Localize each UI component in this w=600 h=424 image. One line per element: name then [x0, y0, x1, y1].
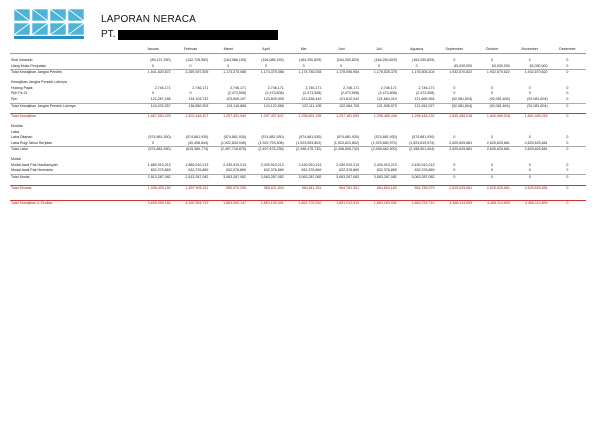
- row-label: Total Ekuitas: [10, 185, 134, 191]
- value-cell: 0: [491, 162, 494, 167]
- month-header: Mei: [285, 46, 323, 54]
- value-cell: 123,849,197: [226, 96, 247, 101]
- value-cell: (92,081,604): [436, 103, 474, 109]
- value-cell: 1,176,506,104: [398, 70, 436, 76]
- value-cell: 564,785,579: [398, 185, 436, 191]
- value-cell: 63,030,000: [454, 63, 473, 68]
- value-cell: (1,923,623,802): [333, 140, 360, 145]
- value-cell: 0: [549, 200, 587, 206]
- month-header: Juli: [360, 46, 398, 54]
- value-cell: 2,746,171: [154, 85, 171, 90]
- row-label: Total Kewajiban Jangka Pendek Lainnya: [10, 103, 134, 109]
- value-cell: 124,116,868: [209, 103, 247, 109]
- value-cell: 0: [473, 175, 511, 181]
- value-cell: 0: [189, 91, 192, 96]
- value-cell: 1,863,269,531: [360, 200, 398, 206]
- value-cell: 2,625,625,681: [473, 185, 511, 191]
- value-cell: 63,030,000: [491, 63, 510, 68]
- value-cell: 1,298,465,348: [360, 114, 398, 120]
- value-cell: 1,174,375,088: [247, 70, 285, 76]
- value-cell: 2,430,910,213: [298, 162, 322, 167]
- value-cell: (574,881,930): [185, 135, 209, 140]
- value-cell: (1,923,680,970): [371, 140, 397, 145]
- value-cell: 0: [549, 185, 587, 191]
- value-cell: (574,881,930): [412, 135, 435, 140]
- value-cell: 632,376,869: [376, 168, 397, 173]
- value-cell: 2,625,625,681: [436, 185, 474, 191]
- value-cell: 0: [549, 103, 587, 109]
- value-cell: 1,297,491,940: [209, 114, 247, 120]
- value-cell: (2,497,716,875): [209, 147, 247, 153]
- value-cell: 2,513,287,082: [172, 175, 210, 181]
- label-header-cell: [10, 46, 134, 54]
- value-cell: 0: [453, 162, 456, 167]
- value-cell: 2,430,910,213: [223, 162, 247, 167]
- value-cell: 1,297,181,659: [322, 114, 360, 120]
- value-cell: 0: [528, 85, 531, 90]
- value-cell: (574,881,930): [148, 135, 171, 140]
- row-label: Ekuitas: [11, 124, 23, 129]
- value-cell: 3,063,287,082: [209, 175, 247, 181]
- row-label: Laba: [11, 129, 19, 134]
- value-cell: 1,296,891,159: [285, 114, 323, 120]
- row-label: Total Kewajiban Jangka Pendek: [10, 70, 134, 76]
- value-cell: 63,030,000: [529, 63, 548, 68]
- row-label: Modal: [11, 157, 21, 162]
- value-cell: 632,376,869: [339, 168, 360, 173]
- value-cell: 121,936,973: [360, 103, 398, 109]
- value-cell: (2,473,508): [378, 91, 397, 96]
- value-cell: (1,923,619,574): [409, 140, 435, 145]
- value-cell: 2,625,625,681: [511, 185, 549, 191]
- row-label: Modal Awal Pak Hermanto: [11, 168, 54, 173]
- value-cell: 1,298,448,132: [398, 114, 436, 120]
- value-cell: 3,063,287,082: [360, 175, 398, 181]
- value-cell: 0: [151, 91, 154, 96]
- company-logo: [11, 5, 89, 43]
- value-cell: 2,269,397,505: [172, 70, 210, 76]
- month-header: April: [247, 46, 285, 54]
- month-header: Agustus: [398, 46, 436, 54]
- value-cell: 121,287,186: [150, 96, 171, 101]
- value-cell: 2,402,448,407: [172, 114, 210, 120]
- value-cell: 1,840,489,018: [436, 114, 474, 120]
- value-cell: 1,861,912,510: [322, 200, 360, 206]
- value-cell: 0: [189, 63, 192, 68]
- value-cell: 0: [491, 91, 494, 96]
- value-cell: 564,781,351: [322, 185, 360, 191]
- value-cell: 0: [436, 175, 474, 181]
- value-cell: (142,725,552): [185, 58, 209, 63]
- value-cell: 0: [549, 70, 587, 76]
- row-label: Laba Ditahan: [11, 135, 33, 140]
- value-cell: 136,850,903: [172, 103, 210, 109]
- value-cell: 1,840,489,018: [473, 114, 511, 120]
- value-cell: 1,175,096,954: [322, 70, 360, 76]
- row-label: Uang Muka Penjualan: [11, 63, 47, 68]
- value-cell: (574,881,930): [336, 135, 360, 140]
- value-cell: 2,430,910,213: [411, 162, 435, 167]
- value-cell: (164,250,829): [299, 58, 322, 63]
- value-cell: 0: [566, 140, 569, 145]
- redacted-company-name: [118, 30, 278, 40]
- value-cell: 0: [528, 162, 531, 167]
- value-cell: 1,938,405,152: [134, 185, 172, 191]
- value-cell: 565,611,844: [247, 185, 285, 191]
- month-header-row: [10, 46, 586, 54]
- value-cell: 1,863,109,491: [247, 200, 285, 206]
- value-cell: (2,498,505,732): [322, 147, 360, 153]
- month-header: September: [436, 46, 474, 54]
- value-cell: (89,137,250): [150, 58, 171, 63]
- month-header: Maret: [209, 46, 247, 54]
- value-cell: 0: [453, 91, 456, 96]
- value-cell: 2,746,171: [305, 85, 322, 90]
- value-cell: 2,625,625,681: [449, 140, 473, 145]
- company-name: PT.: [101, 29, 116, 40]
- value-cell: (615,380,774): [172, 147, 210, 153]
- value-cell: (2,473,508): [340, 91, 360, 96]
- value-cell: 1,541,520,672: [134, 70, 172, 76]
- value-cell: 1,861,702,510: [285, 200, 323, 206]
- value-cell: (164,250,829): [374, 58, 397, 63]
- value-cell: 121,669,364: [414, 96, 435, 101]
- row-label: Modal Awal Pak Hardiansyah: [11, 162, 58, 167]
- value-cell: 0: [528, 58, 531, 63]
- value-cell: 0: [264, 63, 267, 68]
- value-cell: 3,063,287,082: [398, 175, 436, 181]
- value-cell: 1,840,489,018: [511, 114, 549, 120]
- value-cell: 124,033,357: [134, 103, 172, 109]
- value-cell: 0: [528, 91, 531, 96]
- value-cell: 1,897,906,311: [172, 185, 210, 191]
- value-cell: (92,081,604): [511, 103, 549, 109]
- value-cell: 121,838,442: [301, 96, 322, 101]
- value-cell: 1,863,233,710: [398, 200, 436, 206]
- value-cell: 1,297,497,647: [247, 114, 285, 120]
- month-header: October: [473, 46, 511, 54]
- value-cell: 2,746,171: [267, 85, 284, 90]
- value-cell: 2,625,625,681: [436, 147, 474, 153]
- value-cell: 3,063,287,082: [322, 175, 360, 181]
- value-cell: 632,376,869: [263, 168, 284, 173]
- value-cell: (1,922,793,308): [258, 140, 284, 145]
- value-cell: (92,081,604): [489, 96, 510, 101]
- month-header: Juni: [322, 46, 360, 54]
- value-cell: 0: [566, 63, 569, 68]
- value-cell: 0: [491, 85, 494, 90]
- value-cell: 121,664,310: [376, 96, 397, 101]
- value-cell: 2,625,625,681: [486, 140, 510, 145]
- value-cell: (2,473,508): [265, 91, 284, 96]
- value-cell: 2,746,171: [380, 85, 397, 90]
- value-cell: 1,932,570,622: [473, 70, 511, 76]
- value-cell: 121,942,027: [398, 103, 436, 109]
- value-cell: 0: [340, 63, 343, 68]
- value-cell: (574,881,930): [261, 135, 284, 140]
- value-cell: 4,466,114,699: [511, 200, 549, 206]
- value-cell: 0: [491, 135, 494, 140]
- value-cell: 1,932,570,622: [511, 70, 549, 76]
- value-cell: 2,430,910,213: [373, 162, 397, 167]
- value-cell: 1,880,910,213: [185, 162, 209, 167]
- value-cell: 0: [453, 58, 456, 63]
- value-cell: 564,811,351: [285, 185, 323, 191]
- value-cell: 0: [566, 85, 569, 90]
- value-cell: 2,625,625,681: [524, 140, 548, 145]
- value-cell: 0: [377, 63, 380, 68]
- value-cell: (40,498,844): [187, 140, 209, 145]
- value-cell: (2,498,475,732): [285, 147, 323, 153]
- value-cell: (2,498,482,900): [360, 147, 398, 153]
- value-cell: 2,746,171: [418, 85, 435, 90]
- row-label: Total Kewajiban & Ekuitas: [10, 200, 134, 206]
- value-cell: 2,513,287,082: [134, 175, 172, 181]
- value-cell: 0: [566, 168, 569, 173]
- value-cell: 564,804,182: [360, 185, 398, 191]
- value-cell: 0: [151, 63, 154, 68]
- value-cell: 3,063,287,082: [247, 175, 285, 181]
- value-cell: (2,473,508): [416, 91, 435, 96]
- value-cell: 0: [528, 168, 531, 173]
- value-cell: 2,746,171: [230, 85, 247, 90]
- report-header: [101, 14, 278, 40]
- month-header: November: [511, 46, 549, 54]
- value-cell: 2,625,625,681: [511, 147, 549, 153]
- value-cell: 123,849,905: [263, 96, 284, 101]
- value-cell: (92,081,604): [527, 96, 548, 101]
- value-cell: (1,922,834,945): [220, 140, 247, 145]
- value-cell: (574,881,930): [374, 135, 397, 140]
- value-cell: 1,173,375,088: [209, 70, 247, 76]
- value-cell: (164,086,153): [261, 58, 284, 63]
- value-cell: 0: [549, 175, 587, 181]
- row-label: Total Kewajiban: [10, 114, 134, 120]
- value-cell: 632,376,869: [414, 168, 435, 173]
- value-cell: 1,932,570,622: [436, 70, 474, 76]
- value-cell: 632,376,869: [226, 168, 247, 173]
- value-cell: 632,376,869: [301, 168, 322, 173]
- value-cell: 632,376,869: [188, 168, 209, 173]
- value-cell: 1,880,910,213: [147, 162, 171, 167]
- value-cell: 4,466,114,699: [473, 200, 511, 206]
- row-label: Total Modal: [10, 175, 134, 181]
- value-cell: 0: [491, 168, 494, 173]
- value-cell: 124,122,568: [247, 103, 285, 109]
- value-cell: 3,063,287,082: [285, 175, 323, 181]
- month-header: Desember: [549, 46, 587, 54]
- value-cell: 2,430,910,213: [336, 162, 360, 167]
- row-label: Total Laba: [10, 147, 134, 153]
- value-cell: 121,812,042: [339, 96, 360, 101]
- value-cell: (92,081,604): [451, 96, 473, 101]
- value-cell: (2,498,501,504): [398, 147, 436, 153]
- value-cell: 0: [453, 168, 456, 173]
- row-label: Stok Inkaseki: [11, 58, 33, 63]
- value-cell: 0: [549, 114, 587, 120]
- month-header: Februari: [172, 46, 210, 54]
- value-cell: 1,863,062,147: [209, 200, 247, 206]
- balance-sheet-table: [10, 46, 586, 206]
- value-cell: 0: [528, 135, 531, 140]
- value-cell: (92,081,604): [473, 103, 511, 109]
- value-cell: 0: [566, 96, 569, 101]
- value-cell: (574,881,930): [223, 135, 247, 140]
- value-cell: 0: [566, 91, 569, 96]
- value-cell: 0: [491, 58, 494, 63]
- value-cell: 1,176,528,375: [360, 70, 398, 76]
- value-cell: 0: [453, 85, 456, 90]
- row-label: Hutang Pajak: [11, 85, 33, 90]
- value-cell: 134,104,732: [188, 96, 209, 101]
- value-cell: 0: [566, 135, 569, 140]
- value-cell: (574,881,930): [299, 135, 322, 140]
- month-header: Januari: [134, 46, 172, 54]
- report-title: LAPORAN NERACA: [101, 14, 197, 25]
- value-cell: 565,570,208: [209, 185, 247, 191]
- row-label: Ppn: [11, 96, 18, 101]
- value-cell: (574,881,930): [134, 147, 172, 153]
- value-cell: 0: [566, 58, 569, 63]
- value-cell: (164,250,829): [412, 58, 435, 63]
- value-cell: (2,497,675,238): [247, 147, 285, 153]
- row-label: Pph Ps.21: [11, 91, 28, 96]
- row-label: Kewajiban Jangka Pendek Lainnya: [11, 80, 67, 85]
- value-cell: 122,084,705: [322, 103, 360, 109]
- value-cell: 632,376,869: [150, 168, 171, 173]
- row-label: Laba Rugi Tahun Berjalan: [11, 140, 53, 145]
- value-cell: (2,473,508): [227, 91, 247, 96]
- value-cell: 2,625,625,681: [473, 147, 511, 153]
- value-cell: 1,174,780,054: [285, 70, 323, 76]
- value-cell: (164,086,153): [223, 58, 247, 63]
- value-cell: 2,430,910,213: [260, 162, 284, 167]
- value-cell: 4,300,354,719: [172, 200, 210, 206]
- value-cell: 0: [549, 147, 587, 153]
- value-cell: 2,746,171: [343, 85, 360, 90]
- value-cell: 4,466,114,699: [436, 200, 474, 206]
- value-cell: (1,923,593,802): [296, 140, 322, 145]
- value-cell: 0: [227, 63, 230, 68]
- value-cell: 3,605,959,182: [134, 200, 172, 206]
- value-cell: 122,111,105: [285, 103, 323, 109]
- value-cell: 0: [151, 140, 154, 145]
- value-cell: 0: [302, 63, 305, 68]
- value-cell: (164,250,829): [336, 58, 360, 63]
- value-cell: 0: [415, 63, 418, 68]
- table-row: [10, 200, 586, 206]
- value-cell: 0: [566, 162, 569, 167]
- value-cell: 0: [511, 175, 549, 181]
- value-cell: 1,667,554,029: [134, 114, 172, 120]
- value-cell: (2,473,508): [303, 91, 322, 96]
- value-cell: 0: [453, 135, 456, 140]
- value-cell: 2,746,171: [192, 85, 209, 90]
